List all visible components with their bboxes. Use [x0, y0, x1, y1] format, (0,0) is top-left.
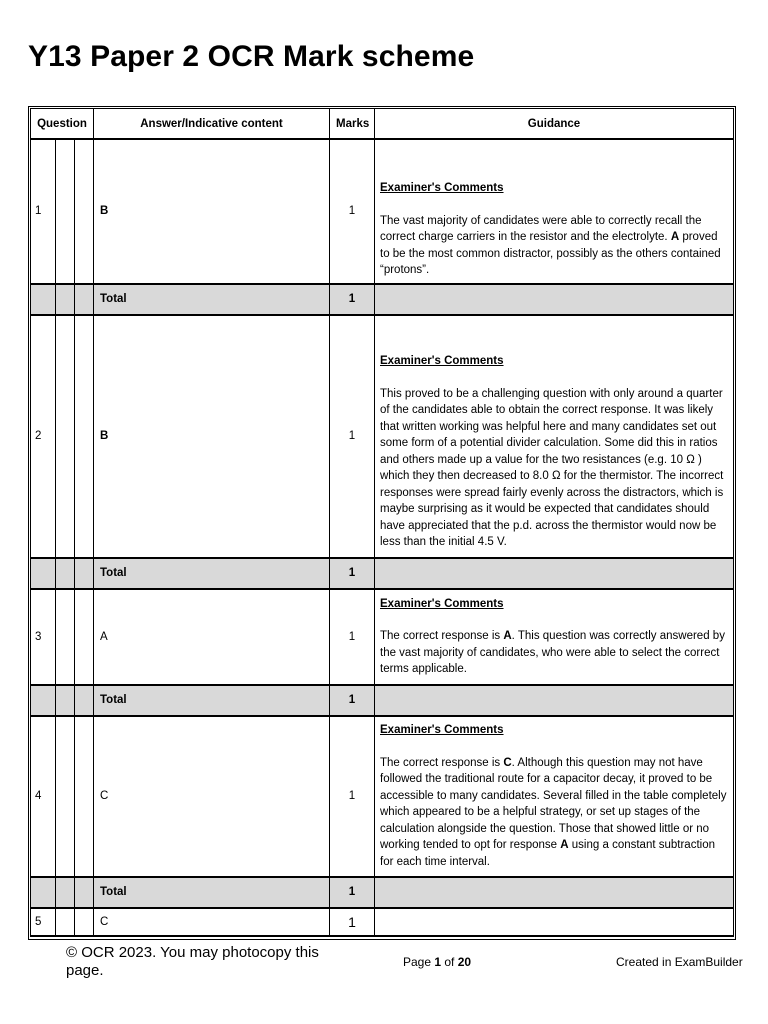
table-header-row [30, 108, 734, 140]
created-in-label: Created in ExamBuilder [616, 955, 743, 969]
answer-cell: C [94, 909, 330, 937]
question-row-2 [30, 316, 734, 559]
guidance-cell [375, 140, 734, 285]
total-row [30, 686, 734, 717]
copyright-notice: © OCR 2023. You may photocopy this page. [66, 944, 319, 979]
marks-cell: 1 [330, 590, 375, 686]
marks-cell: 1 [330, 140, 375, 285]
question-number: 5 [30, 909, 56, 937]
question-number: 4 [30, 717, 56, 878]
question-number: 2 [30, 316, 56, 559]
total-label: Total [94, 878, 330, 909]
guidance-cell [375, 717, 734, 878]
guidance-cell [375, 590, 734, 686]
total-marks: 1 [330, 285, 375, 316]
header-question: Question [30, 108, 94, 140]
total-row [30, 878, 734, 909]
total-label: Total [94, 559, 330, 590]
marks-cell: 1 [330, 316, 375, 559]
guidance-text: This proved to be a challenging question with only around a quarter of the candidates able to obtain the correct response. It was likely that written working was helpful here and many candidates set out some form of a potential divider calculation. Some did this in ratios and others made up a value for the two resistances (e.g. 10 Ω ) which they then decreased to 8.0 Ω for the thermistor. The incorrect responses were spread fairly evenly across the distractors, which is maybe surprising as it would be expected that candidates should have appreciated that the p.d. across the thermistor would now be less than the initial 4.5 V. [380, 387, 724, 549]
question-number: 1 [30, 140, 56, 285]
total-marks: 1 [330, 878, 375, 909]
total-row [30, 559, 734, 590]
guidance-text: The correct response is C. Although this question may not have followed the traditional route for a capacitor decay, it proved to be accessible to many candidates. Several filled in the table completely which appeared to be a helpful strategy, or set up stages of the calculation alongside the question. Those that showed little or no working tended to opt for response A using a constant subtraction for each time interval. [380, 756, 727, 868]
total-marks: 1 [330, 559, 375, 590]
answer-cell: C [94, 717, 330, 878]
examiners-comments-heading: Examiner's Comments [380, 724, 504, 736]
answer-cell: A [94, 590, 330, 686]
total-row [30, 285, 734, 316]
mark-scheme-table [30, 108, 734, 937]
page-title: Y13 Paper 2 OCR Mark scheme [28, 40, 475, 73]
page-number: Page 1 of 20 [403, 955, 472, 969]
marks-cell: 1 [330, 909, 375, 937]
header-marks: Marks [330, 108, 375, 140]
total-marks: 1 [330, 686, 375, 717]
question-row-4 [30, 717, 734, 878]
total-label: Total [94, 686, 330, 717]
guidance-text: The vast majority of candidates were able to correctly recall the correct charge carriers in the resistor and the electrolyte. A proved to be the most common distractor, possibly as the others contained “protons”. [380, 214, 721, 276]
examiners-comments-heading: Examiner's Comments [380, 597, 504, 610]
marks-cell: 1 [330, 717, 375, 878]
examiners-comments-heading: Examiner's Comments [380, 182, 504, 194]
guidance-text: The correct response is A. This question was correctly answered by the vast majority of candidates, who were able to select the correct terms applicable. [380, 630, 725, 675]
answer-cell: B [94, 140, 330, 285]
header-answer: Answer/Indicative content [94, 108, 330, 140]
question-row-3 [30, 590, 734, 686]
examiners-comments-heading: Examiner's Comments [380, 355, 504, 368]
total-label: Total [94, 285, 330, 316]
answer-cell: B [94, 316, 330, 559]
question-row-1 [30, 140, 734, 285]
header-guidance: Guidance [375, 108, 734, 140]
question-row-5 [30, 909, 734, 937]
question-number: 3 [30, 590, 56, 686]
guidance-cell [375, 316, 734, 559]
